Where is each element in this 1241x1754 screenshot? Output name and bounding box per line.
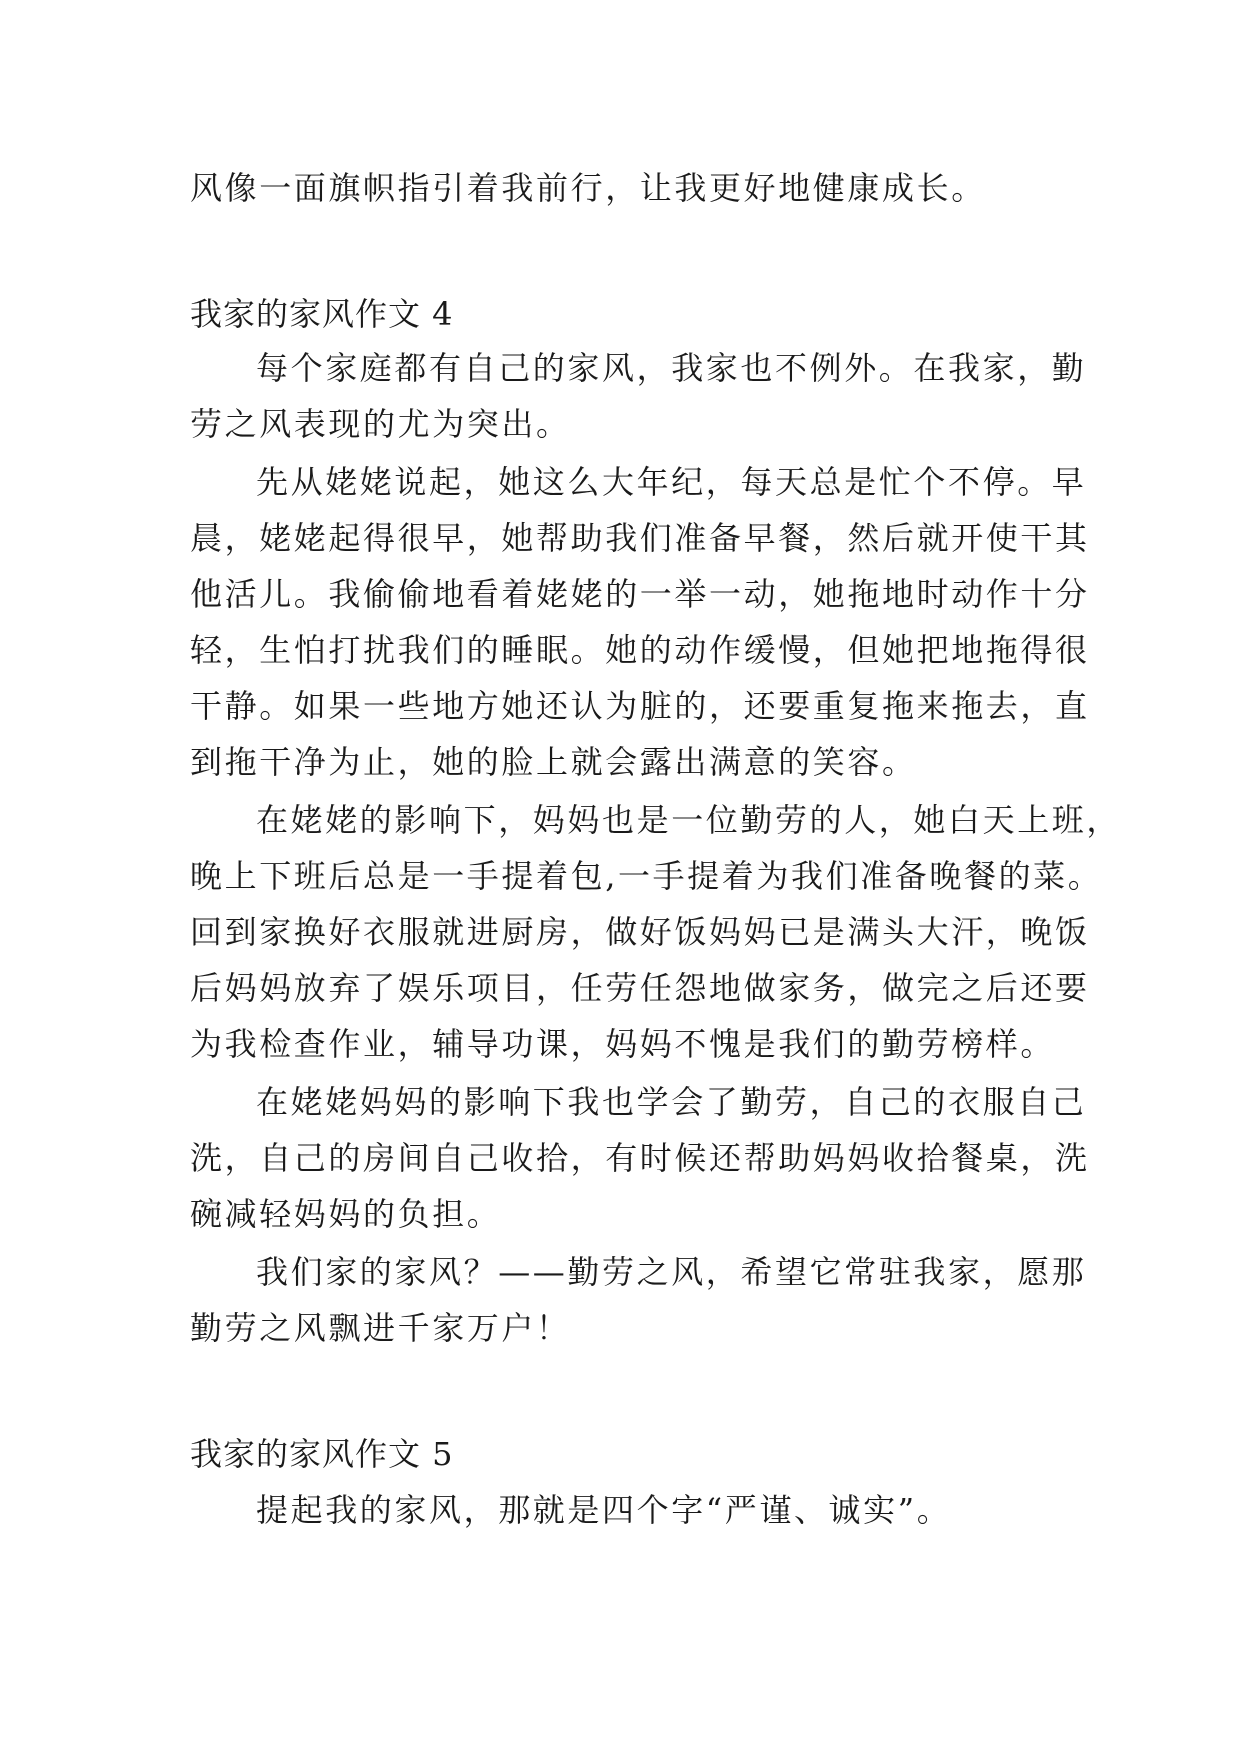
paragraph-line: 回到家换好衣服就进厨房，做好饭妈妈已是满头大汗，晚饭 <box>190 913 1090 951</box>
paragraph-line: 他活儿。我偷偷地看着姥姥的一举一动，她拖地时动作十分 <box>190 575 1090 613</box>
paragraph-line: 洗，自己的房间自己收拾，有时候还帮助妈妈收拾餐桌，洗 <box>190 1139 1090 1177</box>
paragraph-line: 碗减轻妈妈的负担。 <box>190 1195 502 1233</box>
paragraph-line: 劳之风表现的尤为突出。 <box>190 405 571 443</box>
paragraph-line: 晚上下班后总是一手提着包,一手提着为我们准备晚餐的菜。 <box>190 857 1103 895</box>
paragraph-line: 到拖干净为止，她的脸上就会露出满意的笑容。 <box>190 743 917 781</box>
paragraph-line: 轻，生怕打扰我们的睡眠。她的动作缓慢，但她把地拖得很 <box>190 631 1090 669</box>
paragraph-line: 在姥姥的影响下，妈妈也是一位勤劳的人，她白天上班， <box>256 801 1122 839</box>
paragraph-line: 每个家庭都有自己的家风，我家也不例外。在我家，勤 <box>256 349 1087 387</box>
paragraph-line: 干静。如果一些地方她还认为脏的，还要重复拖来拖去，直 <box>190 687 1090 725</box>
paragraph-line: 为我检查作业，辅导功课，妈妈不愧是我们的勤劳榜样。 <box>190 1025 1056 1063</box>
paragraph-line: 晨，姥姥起得很早，她帮助我们准备早餐，然后就开使干其 <box>190 519 1090 557</box>
paragraph-line: 提起我的家风，那就是四个字“严谨、诚实”。 <box>256 1491 952 1529</box>
paragraph-line: 先从姥姥说起，她这么大年纪，每天总是忙个不停。早 <box>256 463 1087 501</box>
paragraph-line: 风像一面旗帜指引着我前行，让我更好地健康成长。 <box>190 169 986 207</box>
paragraph-line: 我们家的家风？——勤劳之风，希望它常驻我家，愿那 <box>256 1253 1087 1291</box>
paragraph-line: 勤劳之风飘进千家万户！ <box>190 1309 571 1347</box>
paragraph-line: 后妈妈放弃了娱乐项目，任劳任怨地做家务，做完之后还要 <box>190 969 1090 1007</box>
section-heading: 我家的家风作文 5 <box>190 1435 454 1473</box>
paragraph-line: 在姥姥妈妈的影响下我也学会了勤劳，自己的衣服自己 <box>256 1083 1087 1121</box>
section-heading: 我家的家风作文 4 <box>190 295 454 333</box>
